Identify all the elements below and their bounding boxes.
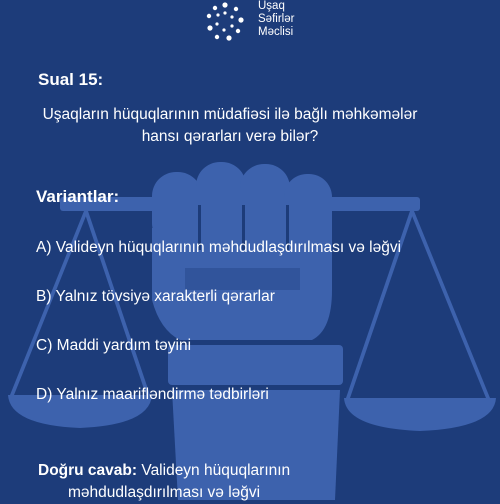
correct-answer	[38, 460, 458, 504]
logo-line-1: Uşaq	[258, 0, 285, 12]
logo-text	[258, 0, 294, 39]
question-line-1: Uşaqların hüquqlarının müdafiəsi ilə bağlı məhkəmələr	[42, 106, 418, 123]
question-number: Sual 15:	[38, 70, 104, 89]
answer-label: Doğru cavab:	[38, 462, 138, 479]
variants-heading: Variantlar:	[36, 187, 120, 206]
option-b[interactable]: B) Yalnız tövsiyə xarakterli qərarlar	[36, 288, 275, 305]
option-c[interactable]: C) Maddi yardım təyini	[36, 337, 192, 354]
logo-line-2: Səfirlər	[258, 13, 295, 25]
logo	[203, 0, 313, 44]
answer-text-line-1: Valideyn hüquqlarının	[141, 462, 291, 479]
question-line-2: hansı qərarları verə bilər?	[141, 128, 319, 145]
option-a[interactable]: A) Valideyn hüquqlarının məhdudlaşdırılması və ləğvi	[36, 239, 402, 256]
answer-text-line-2: məhdudlaşdırılması və ləğvi	[68, 484, 261, 501]
logo-line-3: Məclisi	[258, 26, 294, 38]
option-d[interactable]: D) Yalnız maarifləndirmə tədbirləri	[36, 386, 269, 403]
question-text	[0, 104, 460, 148]
dots-sunburst-icon	[203, 0, 247, 44]
